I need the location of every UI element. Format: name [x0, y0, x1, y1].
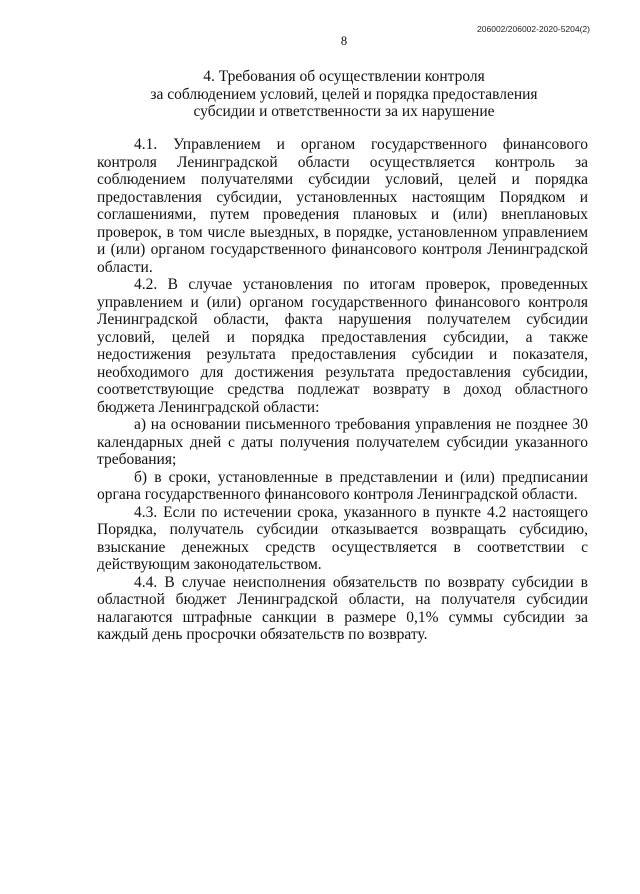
section-heading — [80, 68, 608, 121]
section-heading-line: 4. Требования об осуществлении контроля — [203, 68, 485, 85]
section-body — [97, 136, 588, 644]
document-id: 206002/206002-2020-5204(2) — [477, 24, 590, 34]
paragraph-4-1: 4.1. Управлением и органом государственного финансового контроля Ленинградской области осуществляется контроль за соблюдением получателями субсидии условий, целей и порядка предоставления субсидии, установленных настоящим Порядком и соглашениями, путем проведения плановых и (или) внеплановых проверок, в том числе выездных, в порядке, установленном управлением и (или) органом государственного финансового контроля Ленинградской области. — [97, 136, 588, 276]
paragraph-4-4: 4.4. В случае неисполнения обязательств по возврату субсидии в областной бюджет Ленинградской области, на получателя субсидии налагаются штрафные санкции в размере 0,1% суммы субсидии за каждый день просрочки обязательств по возврату. — [97, 573, 588, 643]
paragraph-4-2-a: а) на основании письменного требования управления не позднее 30 календарных дней с даты получения получателем субсидии указанного требования; — [97, 416, 588, 468]
paragraph-4-3: 4.3. Если по истечении срока, указанного в пункте 4.2 настоящего Порядка, получатель субсидии отказывается возвращать субсидию, взыскание денежных средств осуществляется в соответствии с действующим законодательством. — [97, 503, 588, 573]
paragraph-4-2: 4.2. В случае установления по итогам проверок, проведенных управлением и (или) органом государственного финансового контроля Ленинградской области, факта нарушения получателем субсидии условий, целей и порядка предоставления субсидии, а также недостижения результата предоставления субсидии и показателя, необходимого для достижения результата предоставления субсидии, соответствующие средства подлежат возврату в доход областного бюджета Ленинградской области: — [97, 276, 588, 416]
section-heading-line: субсидии и ответственности за их нарушение — [193, 103, 495, 120]
paragraph-4-2-b: б) в сроки, установленные в представлении и (или) предписании органа государственного финансового контроля Ленинградской области. — [97, 468, 588, 503]
page-number: 8 — [340, 34, 348, 48]
section-heading-line: за соблюдением условий, целей и порядка предоставления — [150, 85, 538, 103]
